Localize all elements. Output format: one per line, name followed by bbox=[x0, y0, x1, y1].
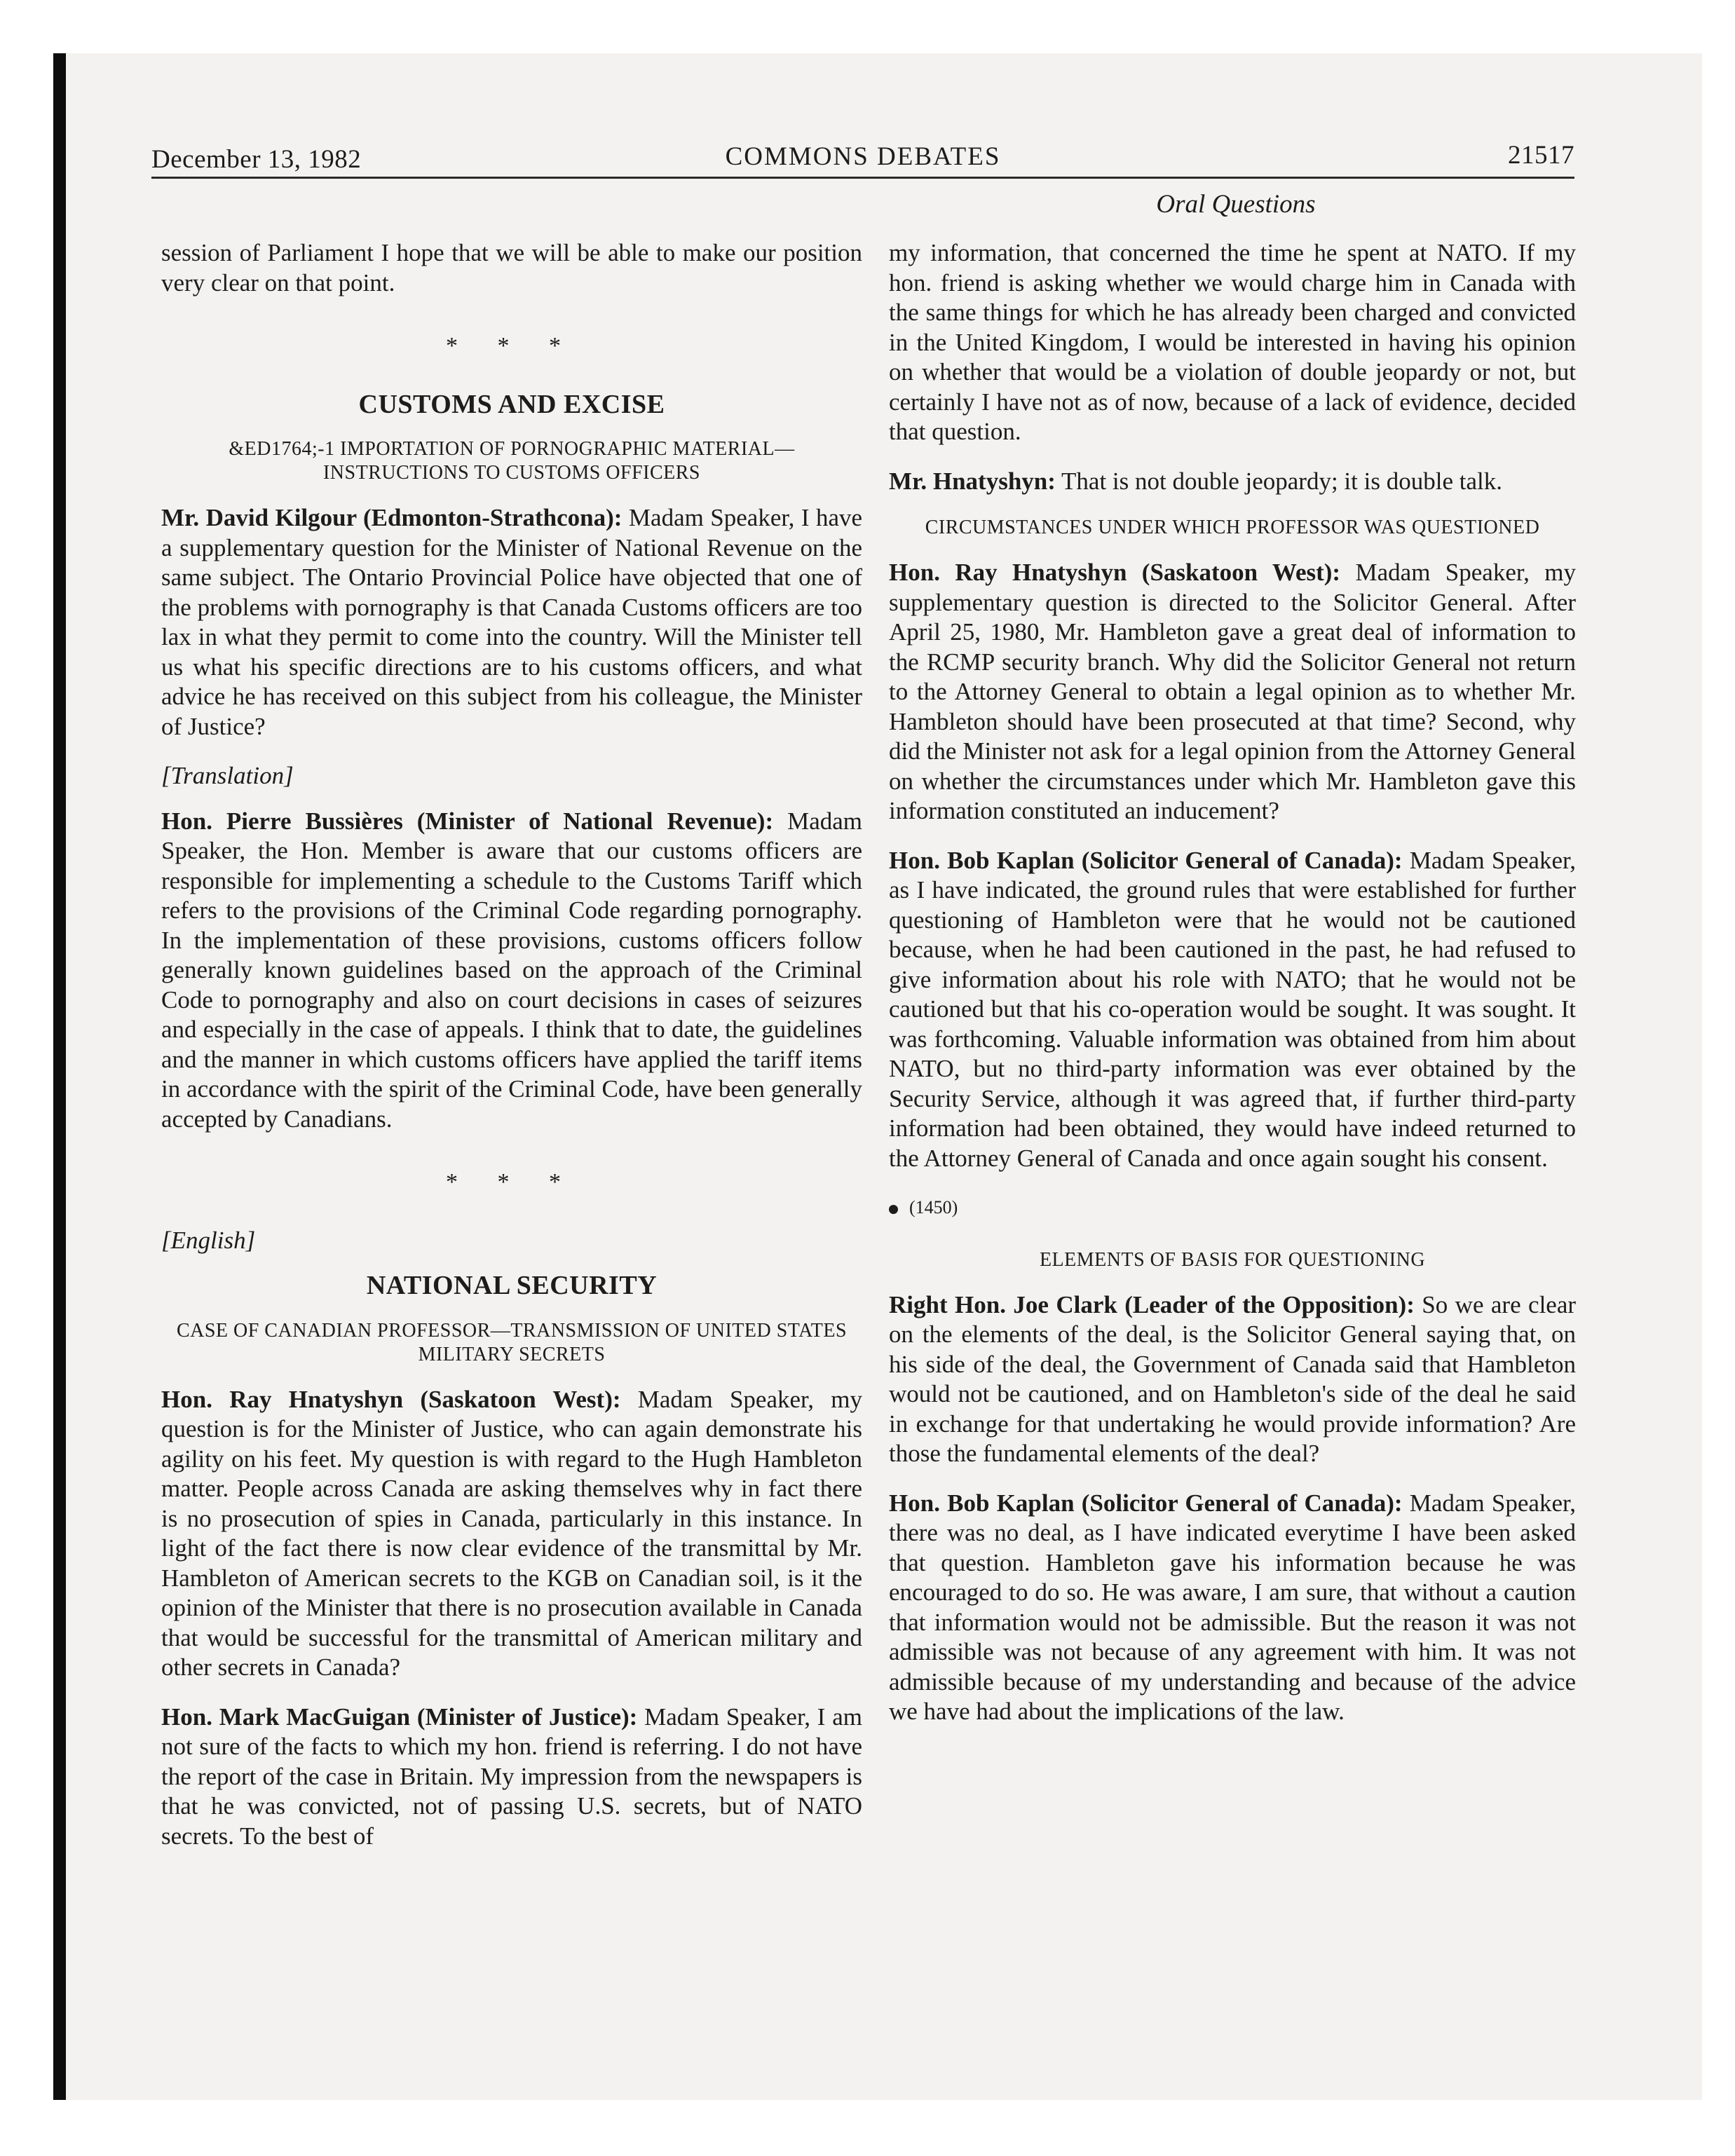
left-column bbox=[161, 238, 862, 1871]
subheading-elements: ELEMENTS OF BASIS FOR QUESTIONING bbox=[1039, 1248, 1426, 1271]
header-publication: COMMONS DEBATES bbox=[725, 142, 1001, 171]
section-separator: * * * bbox=[446, 1169, 578, 1195]
speech-text: Madam Speaker, the Hon. Member is aware that our customs officers are responsible for implementing a schedule to the Customs Tariff which refers to the provisions of the Criminal Code regarding pornography. In the implementation of these provisions, customs officers follow generally known guidelines based on the approach of the Criminal Code to pornography and also on court decisions in cases of seizures and especially in the case of appeals. I think that to date, the guidelines and the manner in which customs officers have applied the tariff items in accordance with the spirit of the Criminal Code, have been generally accepted by Canadians. bbox=[161, 807, 863, 1133]
speaker-name: Hon. Pierre Bussières (Minister of National Revenue): bbox=[161, 807, 774, 835]
speech-hnatyshyn-2 bbox=[889, 558, 1576, 826]
speech-text: So we are clear on the elements of the deal, is the Solicitor General saying that, on his side of the deal, the Government of Canada said that Hambleton would not be cautioned, and on Hambleton's side of the deal he said in exchange for that undertaking he would provide information? Are those the fundamental elements of the deal? bbox=[889, 1290, 1577, 1467]
speech-clark bbox=[889, 1290, 1576, 1469]
running-head bbox=[151, 137, 1574, 174]
speech-text: Madam Speaker, there was no deal, as I have indicated everytime I have been asked that question. Hambleton gave his information because he was encouraged to do so. He was aware, I am sure, that without a caution that information would not be admissible. But the reason it was not admissible was not because of any agreement with him. It was not admissible because of my understanding and because of the advice we have had about the implications of the law. bbox=[889, 1489, 1576, 1725]
speech-text: That is not double jeopardy; it is double talk. bbox=[1061, 467, 1502, 495]
speech-hnatyshyn-short bbox=[889, 467, 1576, 497]
speaker-name: Hon. Mark MacGuigan (Minister of Justice): bbox=[161, 1703, 638, 1731]
speech-hnatyshyn bbox=[161, 1385, 862, 1683]
speech-text: Madam Speaker, my supplementary question is directed to the Solicitor General. After April 25, 1980, Mr. Hambleton gave a great deal of information to the RCMP security branch. Why did the Solicitor General not return to the Attorney General to obtain a legal opinion as to whether Mr. Hambleton should have been prosecuted at that time? Second, why did the Minister not ask for a legal opinion from the Attorney General on whether the circumstances under which Mr. Hambleton gave this information constituted an inducement? bbox=[889, 559, 1577, 824]
binding-edge bbox=[53, 53, 66, 2100]
section-heading: Oral Questions bbox=[1156, 190, 1316, 219]
speaker-name: Right Hon. Joe Clark (Leader of the Opposition): bbox=[889, 1290, 1415, 1318]
heading-customs: CUSTOMS AND EXCISE bbox=[358, 389, 665, 419]
language-marker: [English] bbox=[161, 1226, 256, 1254]
speech-macguigan bbox=[161, 1703, 862, 1852]
speech-text: Madam Speaker, I am not sure of the facts to which my hon. friend is referring. I do not have the report of the case in Britain. My impression from the newspapers is that he was convicted, not of passing U.S. secrets, but of NATO secrets. To the best of bbox=[161, 1703, 863, 1850]
header-date: December 13, 1982 bbox=[151, 145, 362, 174]
subheading-case: CASE OF CANADIAN PROFESSOR—TRANSMISSION OF UNITED STATES MILITARY SECRETS bbox=[176, 1319, 848, 1365]
speech-text: Madam Speaker, I have a supplementary question for the Minister of National Revenue on the same subject. The Ontario Provincial Police have objected that one of the problems with pornography is that Canada Customs officers are too lax in what they permit to come into the country. Will the Minister tell us what his specific directions are to his customs officers, and what advice he has received on this subject from his colleague, the Minister of Justice? bbox=[161, 504, 863, 740]
timestamp-text: (1450) bbox=[909, 1197, 958, 1217]
speaker-name: Hon. Ray Hnatyshyn (Saskatoon West): bbox=[889, 559, 1341, 586]
subheading-importation: &ED1764;-1 IMPORTATION OF PORNOGRAPHIC MATERIAL— INSTRUCTIONS TO CUSTOMS OFFICERS bbox=[229, 438, 795, 484]
speech-text: Madam Speaker, as I have indicated, the ground rules that were established for further questioning of Hambleton were that he would not be cautioned because, when he had been cautioned in the past, he had refused to give information about his role with NATO; that he would not be cautioned but that his co-operation would be sought. It was sought. It was forthcoming. Valuable information was obtained from him about NATO, but no third-party information was ever obtained by the Security Service, although it was agreed that, if further third-party information had been obtained, they would have indeed returned to the Attorney General of Canada and once again sought his consent. bbox=[889, 846, 1576, 1172]
timestamp bbox=[889, 1193, 1576, 1223]
speech-bussieres bbox=[161, 807, 862, 1135]
speech-kaplan bbox=[889, 846, 1576, 1174]
speech-kilgour bbox=[161, 503, 862, 742]
speaker-name: Mr. Hnatyshyn: bbox=[889, 467, 1056, 495]
paragraph: session of Parliament I hope that we will be able to make our position very clear on that point. bbox=[161, 239, 862, 296]
heading-security: NATIONAL SECURITY bbox=[366, 1271, 658, 1300]
paragraph: my information, that concerned the time he spent at NATO. If my hon. friend is asking whether we would charge him in Canada with the same things for which he has already been charged and convicted in the United Kingdom, I would be interested in having his opinion on whether that would be a violation of double jeopardy or not, but certainly I have not as of now, because of a lack of evidence, decided that question. bbox=[889, 239, 1576, 445]
speaker-name: Hon. Ray Hnatyshyn (Saskatoon West): bbox=[161, 1385, 621, 1413]
language-marker: [Translation] bbox=[161, 762, 294, 789]
subheading-circumstances: CIRCUMSTANCES UNDER WHICH PROFESSOR WAS QUESTIONED bbox=[925, 517, 1540, 538]
bullet-icon bbox=[889, 1205, 898, 1214]
speaker-name: Hon. Bob Kaplan (Solicitor General of Canada): bbox=[889, 846, 1403, 874]
speaker-name: Hon. Bob Kaplan (Solicitor General of Canada): bbox=[889, 1489, 1403, 1517]
section-separator: * * * bbox=[446, 333, 578, 359]
speaker-name: Mr. David Kilgour (Edmonton-Strathcona): bbox=[161, 504, 622, 531]
right-column bbox=[889, 238, 1576, 1747]
page-number: 21517 bbox=[1508, 141, 1574, 170]
header-rule bbox=[151, 177, 1574, 179]
speech-text: Madam Speaker, my question is for the Minister of Justice, who can again demonstrate his agility on his feet. My question is with regard to the Hugh Hambleton matter. People across Canada are asking themselves why in fact there is no prosecution of spies in Canada, particularly in this instance. In light of the fact there is now clear evidence of the transmittal by Mr. Hambleton of American secrets to the KGB on Canadian soil, is it the opinion of the Minister that there is no prosecution available in Canada that would be successful for the transmittal of American military and other secrets in Canada? bbox=[161, 1385, 863, 1681]
speech-kaplan-2 bbox=[889, 1489, 1576, 1727]
